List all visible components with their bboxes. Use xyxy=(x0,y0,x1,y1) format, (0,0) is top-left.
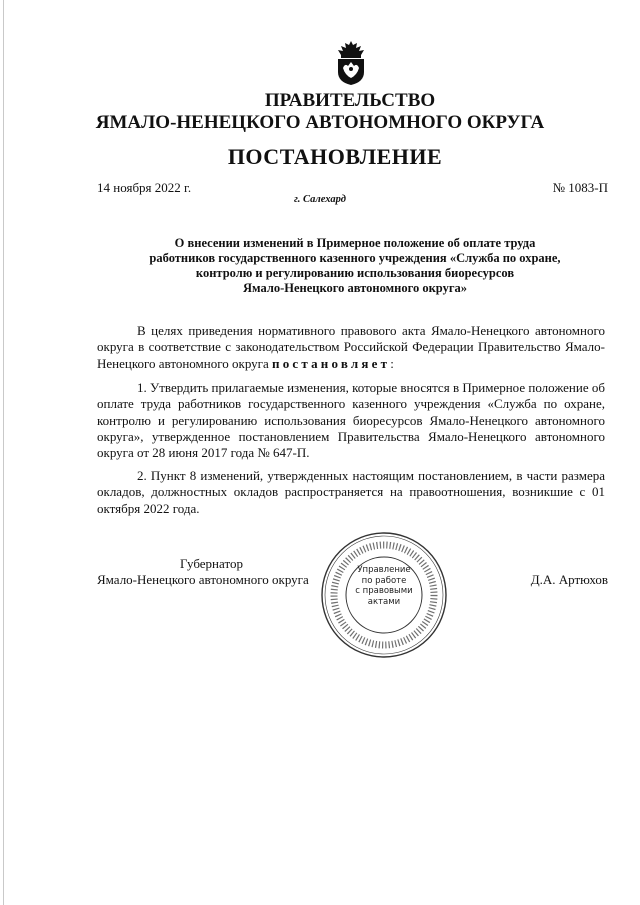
stamp-center-text xyxy=(352,565,416,607)
subject-line: работников государственного казенного учреждения «Служба по охране, xyxy=(149,251,561,265)
signatory-organization: Ямало-Ненецкого автономного округа xyxy=(97,572,309,587)
intro-text: В целях приведения нормативного правового акта Ямало-Ненецкого автономного округа в соответствие с законодательством Российской Федерации Правительство Ямало-Ненецкого автономного округа xyxy=(97,323,605,371)
intro-end: : xyxy=(390,355,394,371)
government-title-line2: ЯМАЛО-НЕНЕЦКОГО АВТОНОМНОГО ОКРУГА xyxy=(95,112,545,133)
document-date: 14 ноября 2022 г. xyxy=(97,180,192,195)
item-2-paragraph: 2. Пункт 8 изменений, утвержденных настоящим постановлением, в части размера окладов, должностных окладов распространяется на правоотношения, возникшие с 01 октября 2022 года. xyxy=(97,468,605,516)
signatory-title: Губернатор xyxy=(180,556,243,571)
intro-paragraph xyxy=(97,323,605,372)
document-type-title: ПОСТАНОВЛЕНИЕ xyxy=(227,144,443,169)
scan-margin-line xyxy=(3,0,4,905)
government-title-line1: ПРАВИТЕЛЬСТВО xyxy=(264,90,436,111)
signatory-name: Д.А. Артюхов xyxy=(530,572,608,587)
subject-line: Ямало-Ненецкого автономного округа» xyxy=(243,281,467,295)
stamp-line: Управление xyxy=(357,565,411,575)
document-number: № 1083-П xyxy=(552,180,608,195)
coat-of-arms-emblem xyxy=(333,40,369,86)
item-1-paragraph: 1. Утвердить прилагаемые изменения, которые вносятся в Примерное положение об оплате труда работников государственного казенного учреждения «Служба по охране, контролю и регулированию использования биоресурсов Ямало-Ненецкого автономного округа», утвержденное постановлением Правительства Ямало-Ненецкого автономного округа от 28 июня 2017 года № 647-П. xyxy=(97,380,605,461)
subject-line: О внесении изменений в Примерное положение об оплате труда xyxy=(174,236,536,250)
document-subject xyxy=(95,236,615,296)
document-city: г. Салехард xyxy=(294,194,346,205)
subject-line: контролю и регулированию использования биоресурсов xyxy=(195,266,515,280)
stamp-line: актами xyxy=(367,596,401,607)
stamp-line: по работе xyxy=(361,575,407,586)
stamp-line: с правовыми xyxy=(355,586,413,596)
intro-verb: постановляет xyxy=(272,355,391,371)
